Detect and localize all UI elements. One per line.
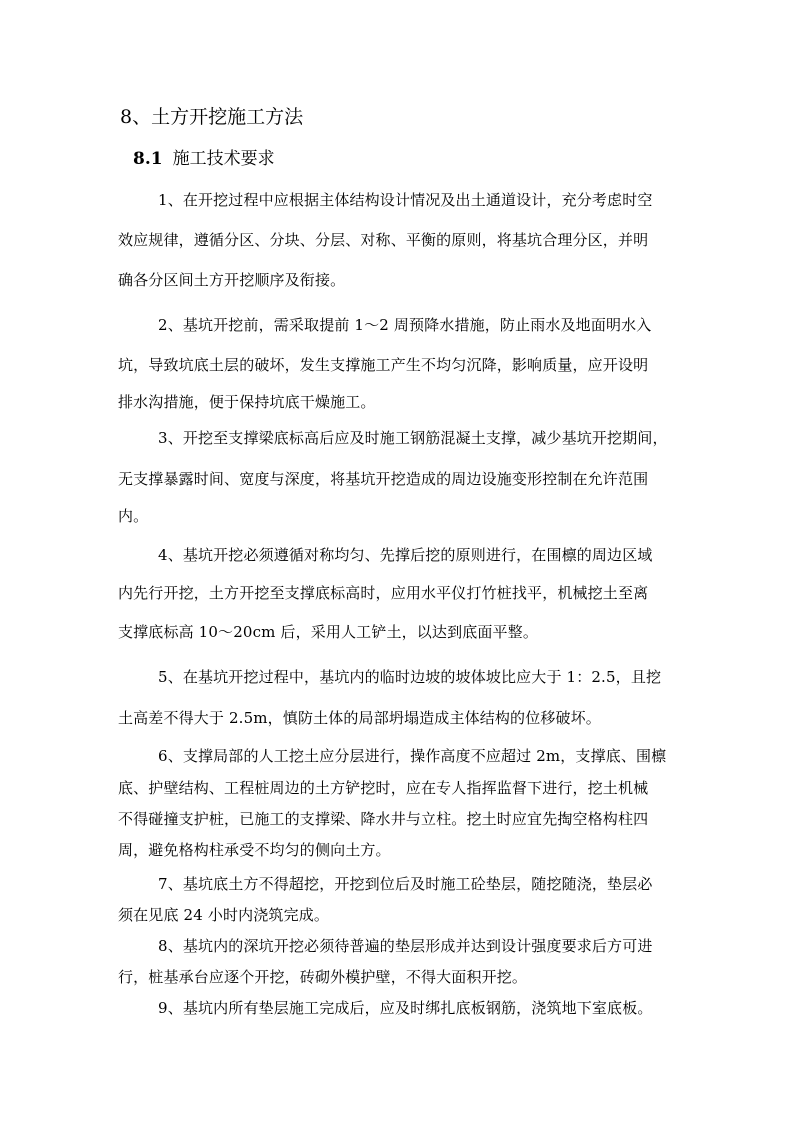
subsection-heading: [133, 147, 275, 171]
paragraph-2-line-3: 排水沟措施，便于保持坑底干燥施工。: [118, 393, 376, 411]
paragraph-4-line-2: 内先行开挖，土方开挖至支撑底标高时，应用水平仪打竹桩找平，机械挖土至离: [118, 584, 649, 602]
paragraph-1-line-1: 1、在开挖过程中应根据主体结构设计情况及出土通道设计，充分考虑时空: [158, 191, 653, 209]
paragraph-5-line-2: 土高差不得大于 2.5m，慎防土体的局部坍塌造成主体结构的位移破坏。: [118, 709, 601, 727]
paragraph-2-line-2: 坑，导致坑底土层的破坏，发生支撑施工产生不均匀沉降，影响质量，应开设明: [118, 356, 649, 374]
paragraph-3-line-1: 3、开挖至支撑梁底标高后应及时施工钢筋混凝土支撑，减少基坑开挖期间，: [158, 429, 668, 447]
paragraph-4-line-1: 4、基坑开挖必须遵循对称均匀、先撑后挖的原则进行，在围檩的周边区域: [158, 546, 653, 564]
paragraph-8-line-1: 8、基坑内的深坑开挖必须待普遍的垫层形成并达到设计强度要求后方可进: [158, 937, 653, 955]
paragraph-6-line-3: 不得碰撞支护桩，已施工的支撑梁、降水井与立柱。挖土时应宜先掏空格构柱四: [118, 810, 649, 828]
paragraph-8-line-2: 行，桩基承台应逐个开挖，砖砌外模护壁，不得大面积开挖。: [118, 968, 528, 986]
paragraph-1-line-2: 效应规律，遵循分区、分块、分层、对称、平衡的原则，将基坑合理分区，并明: [118, 231, 649, 249]
paragraph-7-line-2: 须在见底 24 小时内浇筑完成。: [118, 906, 330, 924]
paragraph-5-line-1: 5、在基坑开挖过程中，基坑内的临时边坡的坡体坡比应大于 1：2.5，且挖: [158, 668, 662, 686]
paragraph-9-line-1: 9、基坑内所有垫层施工完成后，应及时绑扎底板钢筋，浇筑地下室底板。: [158, 999, 653, 1017]
paragraph-2-line-1: 2、基坑开挖前，需采取提前 1～2 周预降水措施，防止雨水及地面明水入: [158, 316, 652, 334]
paragraph-6-line-1: 6、支撑局部的人工挖土应分层进行，操作高度不应超过 2m，支撑底、围檩: [158, 747, 667, 765]
paragraph-3-line-3: 内。: [118, 507, 149, 525]
paragraph-4-line-3: 支撑底标高 10～20cm 后，采用人工铲土，以达到底面平整。: [118, 623, 538, 641]
subsection-title: 施工技术要求: [172, 149, 275, 169]
paragraph-3-line-2: 无支撑暴露时间、宽度与深度，将基坑开挖造成的周边设施变形控制在允许范围: [118, 470, 649, 488]
paragraph-7-line-1: 7、基坑底土方不得超挖，开挖到位后及时施工砼垫层，随挖随浇，垫层必: [158, 875, 653, 893]
subsection-number: 8.1: [133, 149, 163, 169]
paragraph-1-line-3: 确各分区间土方开挖顺序及衔接。: [118, 271, 346, 289]
paragraph-6-line-4: 周，避免格构柱承受不均匀的侧向土方。: [118, 841, 391, 859]
section-heading: 8、土方开挖施工方法: [120, 106, 304, 128]
paragraph-6-line-2: 底、护壁结构、工程桩周边的土方铲挖时，应在专人指挥监督下进行，挖土机械: [118, 779, 649, 797]
